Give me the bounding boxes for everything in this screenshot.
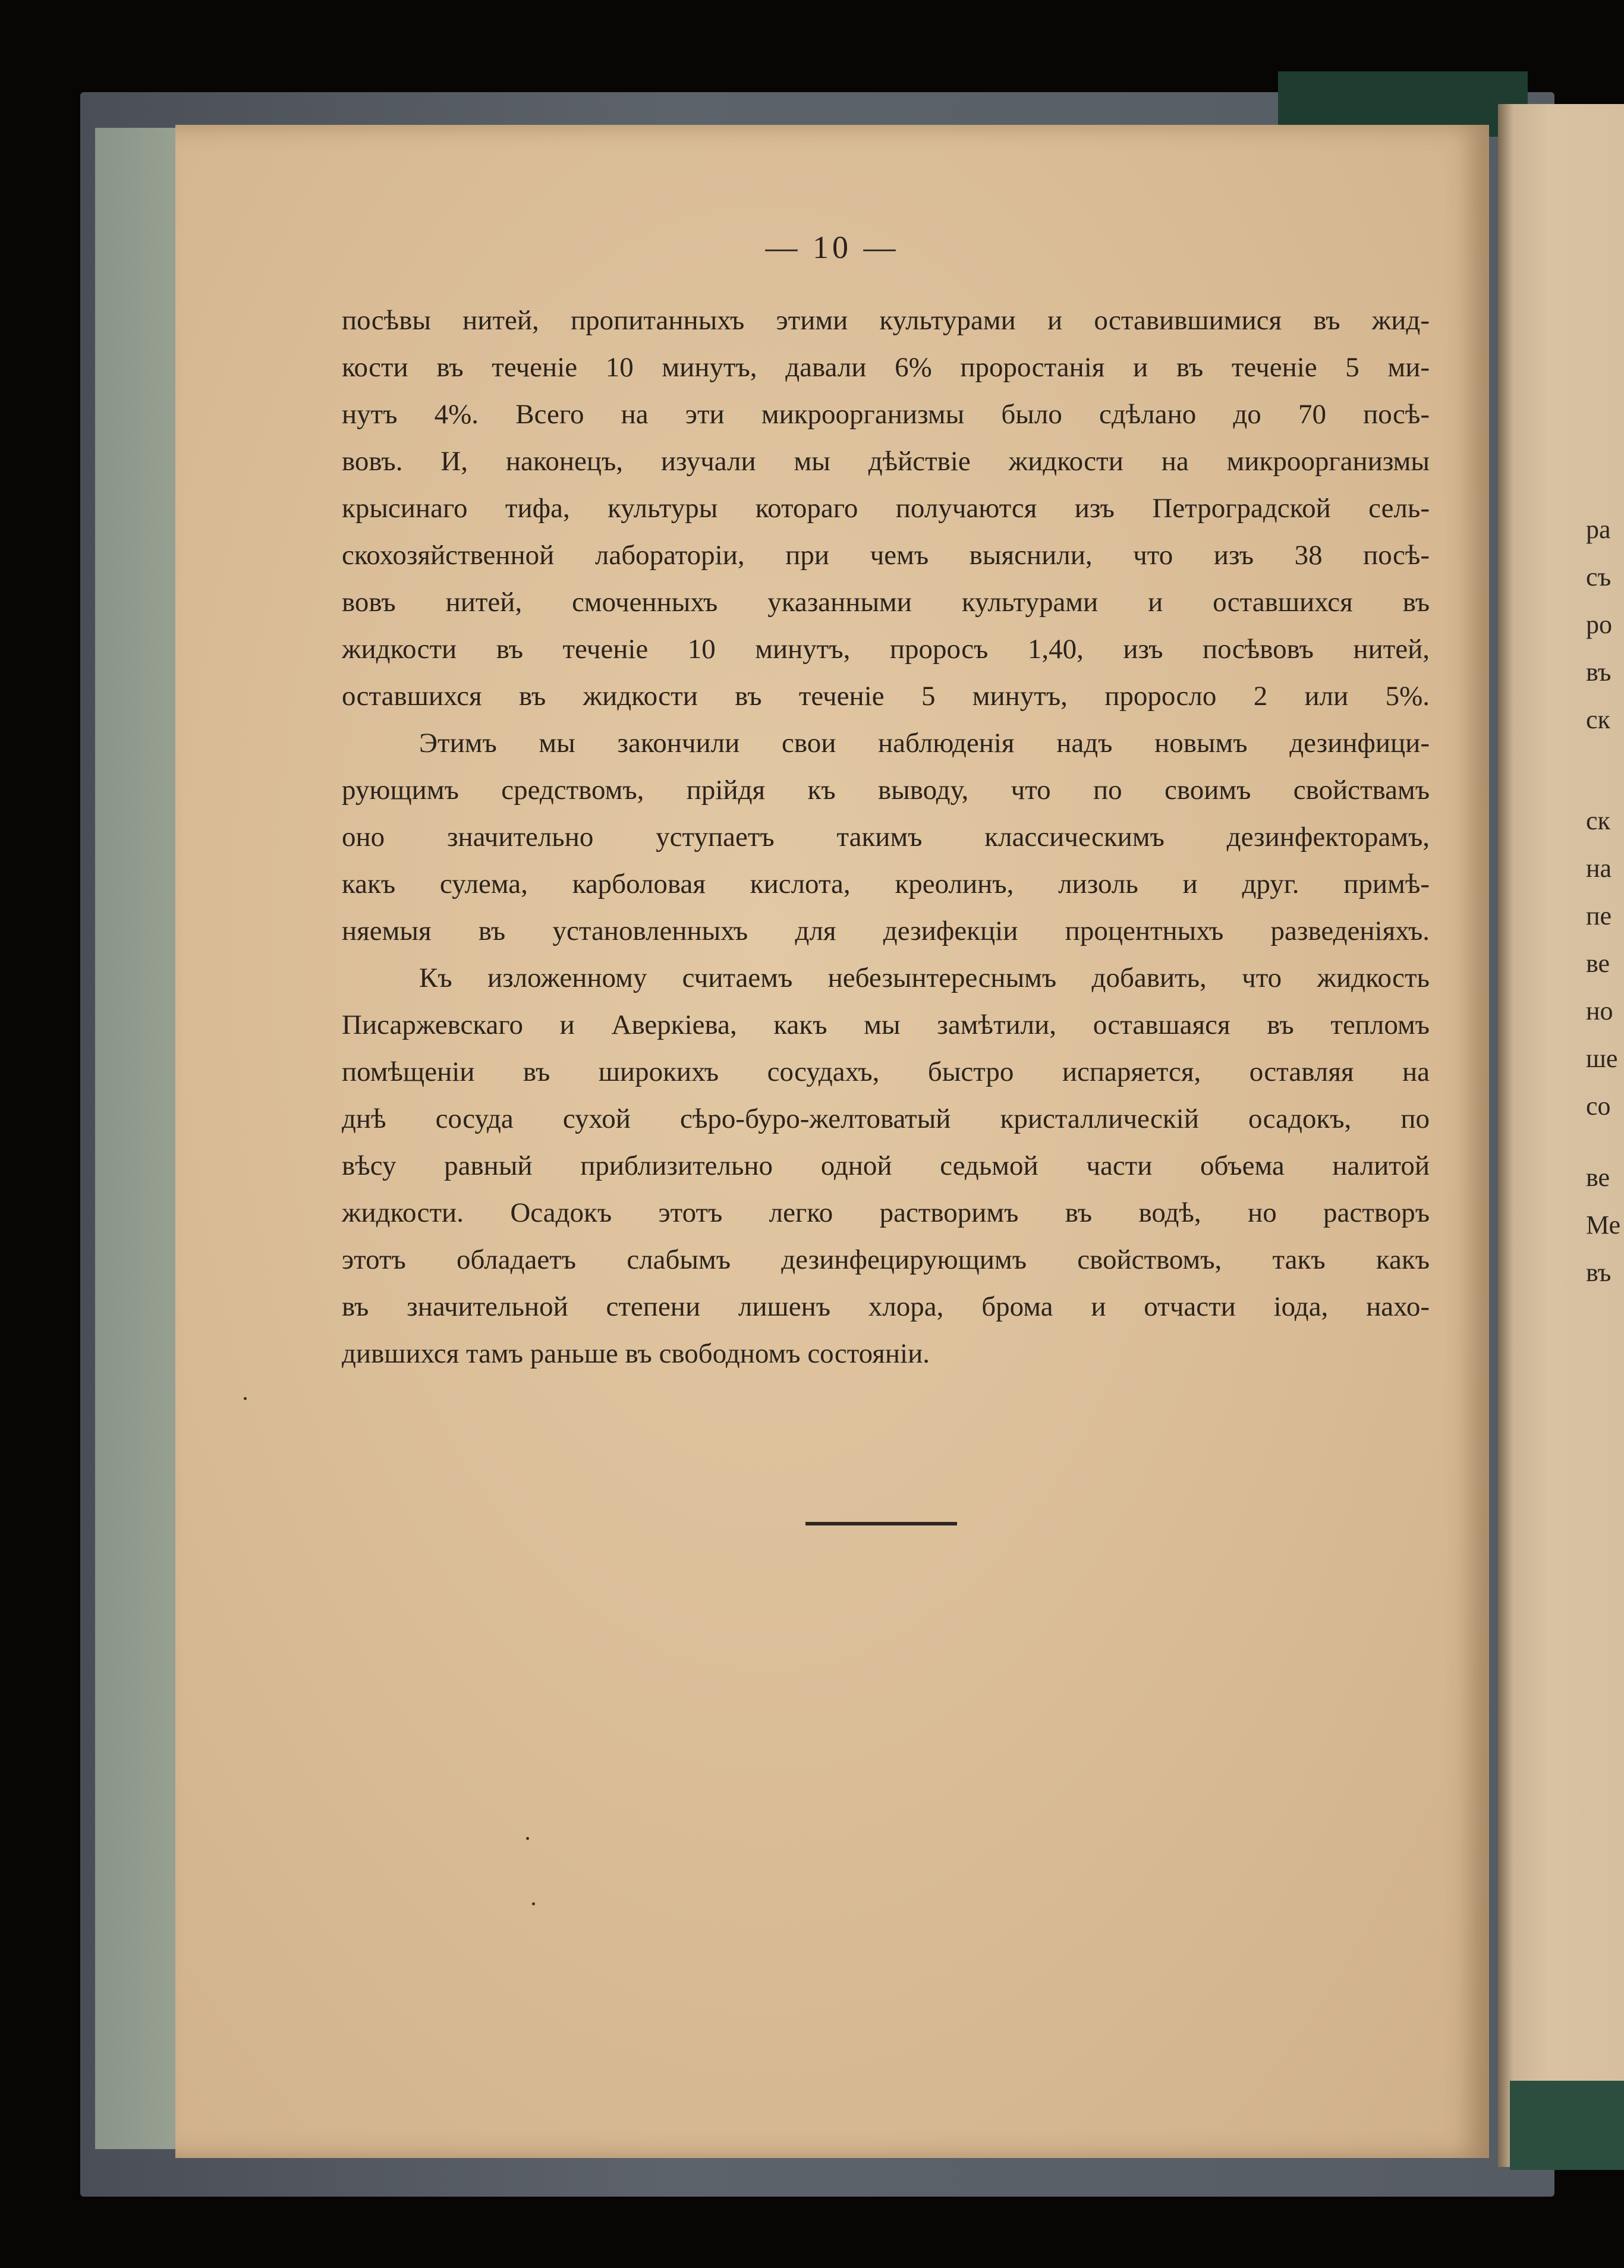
next-page-fragment: но <box>1586 996 1613 1026</box>
text-line: оставшихся въ жидкости въ теченіе 5 минутъ, проросло 2 или 5%. <box>342 681 1430 712</box>
next-page-fragment: ра <box>1586 515 1611 544</box>
text-line: посѣвы нитей, пропитанныхъ этими культурами и оставившимися въ жид- <box>342 305 1430 336</box>
text-line: Писаржевскаго и Аверкіева, какъ мы замѣтили, оставшаяся въ тепломъ <box>342 1009 1430 1040</box>
text-line: этотъ обладаетъ слабымъ дезинфецирующимъ свойствомъ, такъ какъ <box>342 1244 1430 1275</box>
next-page-fragment: ск <box>1586 705 1610 734</box>
next-page-fragment: ве <box>1586 949 1610 978</box>
next-page-fragment: съ <box>1586 562 1612 592</box>
text-line: Къ изложенному считаемъ небезынтереснымъ добавить, что жидкость <box>419 962 1430 993</box>
next-page-fragment: ро <box>1586 610 1612 639</box>
paper-speck <box>526 1837 529 1840</box>
text-line: жидкости. Осадокъ этотъ легко растворимъ въ водѣ, но растворъ <box>342 1197 1430 1228</box>
paper-speck <box>244 1397 247 1400</box>
next-page-fragment: въ <box>1586 1258 1612 1287</box>
next-page-fragment: ве <box>1586 1163 1610 1192</box>
text-line: днѣ сосуда сухой сѣро-буро-желтоватый кристаллическій осадокъ, по <box>342 1103 1430 1134</box>
next-page-fragment: ше <box>1586 1044 1618 1073</box>
text-line: дившихся тамъ раньше въ свободномъ состояніи. <box>342 1338 930 1369</box>
text-line: Этимъ мы закончили свои наблюденія надъ новымъ дезинфици- <box>419 728 1430 759</box>
text-line: нутъ 4%. Всего на эти микроорганизмы было сдѣлано до 70 посѣ- <box>342 399 1430 430</box>
text-line: какъ сулема, карболовая кислота, креолинъ, лизоль и друг. примѣ- <box>342 869 1430 899</box>
text-line: кости въ теченіе 10 минутъ, давали 6% проростанія и въ теченіе 5 ми- <box>342 352 1430 383</box>
next-page-fragment: со <box>1586 1091 1611 1121</box>
end-rule <box>805 1522 957 1525</box>
next-page-fragment: на <box>1586 854 1612 883</box>
text-line: вовъ нитей, смоченныхъ указанными культурами и оставшихся въ <box>342 587 1430 618</box>
text-line: въ значительной степени лишенъ хлора, брома и отчасти іода, нахо- <box>342 1291 1430 1322</box>
book-page <box>175 125 1489 2158</box>
next-page-cloth <box>1510 2081 1624 2170</box>
text-line: няемыя въ установленныхъ для дезифекціи процентныхъ разведеніяхъ. <box>342 916 1430 946</box>
paper-speck <box>532 1902 535 1905</box>
next-page-edge <box>1498 104 1624 2167</box>
next-page-fragment: ск <box>1586 806 1610 835</box>
text-line: оно значительно уступаетъ такимъ классическимъ дезинфекторамъ, <box>342 822 1430 853</box>
next-page-fragment: Ме <box>1586 1210 1621 1240</box>
next-page-fragment: въ <box>1586 658 1612 687</box>
text-line: помѣщеніи въ широкихъ сосудахъ, быстро испаряется, оставляя на <box>342 1056 1430 1087</box>
text-line: вѣсу равный приблизительно одной седьмой части объема налитой <box>342 1150 1430 1181</box>
page-body <box>342 297 1430 1377</box>
next-page-fragment: пе <box>1586 901 1612 930</box>
text-line: жидкости въ теченіе 10 минутъ, проросъ 1,40, изъ посѣвовъ нитей, <box>342 634 1430 665</box>
text-line: рующимъ средствомъ, прійдя къ выводу, что по своимъ свойствамъ <box>342 775 1430 806</box>
text-line: крысинаго тифа, культуры котораго получаются изъ Петроградской сель- <box>342 493 1430 524</box>
text-line: вовъ. И, наконецъ, изучали мы дѣйствіе жидкости на микроорганизмы <box>342 446 1430 477</box>
page-number: — 10 — <box>765 229 899 265</box>
text-line: скохозяйственной лабораторіи, при чемъ выяснили, что изъ 38 посѣ- <box>342 540 1430 571</box>
